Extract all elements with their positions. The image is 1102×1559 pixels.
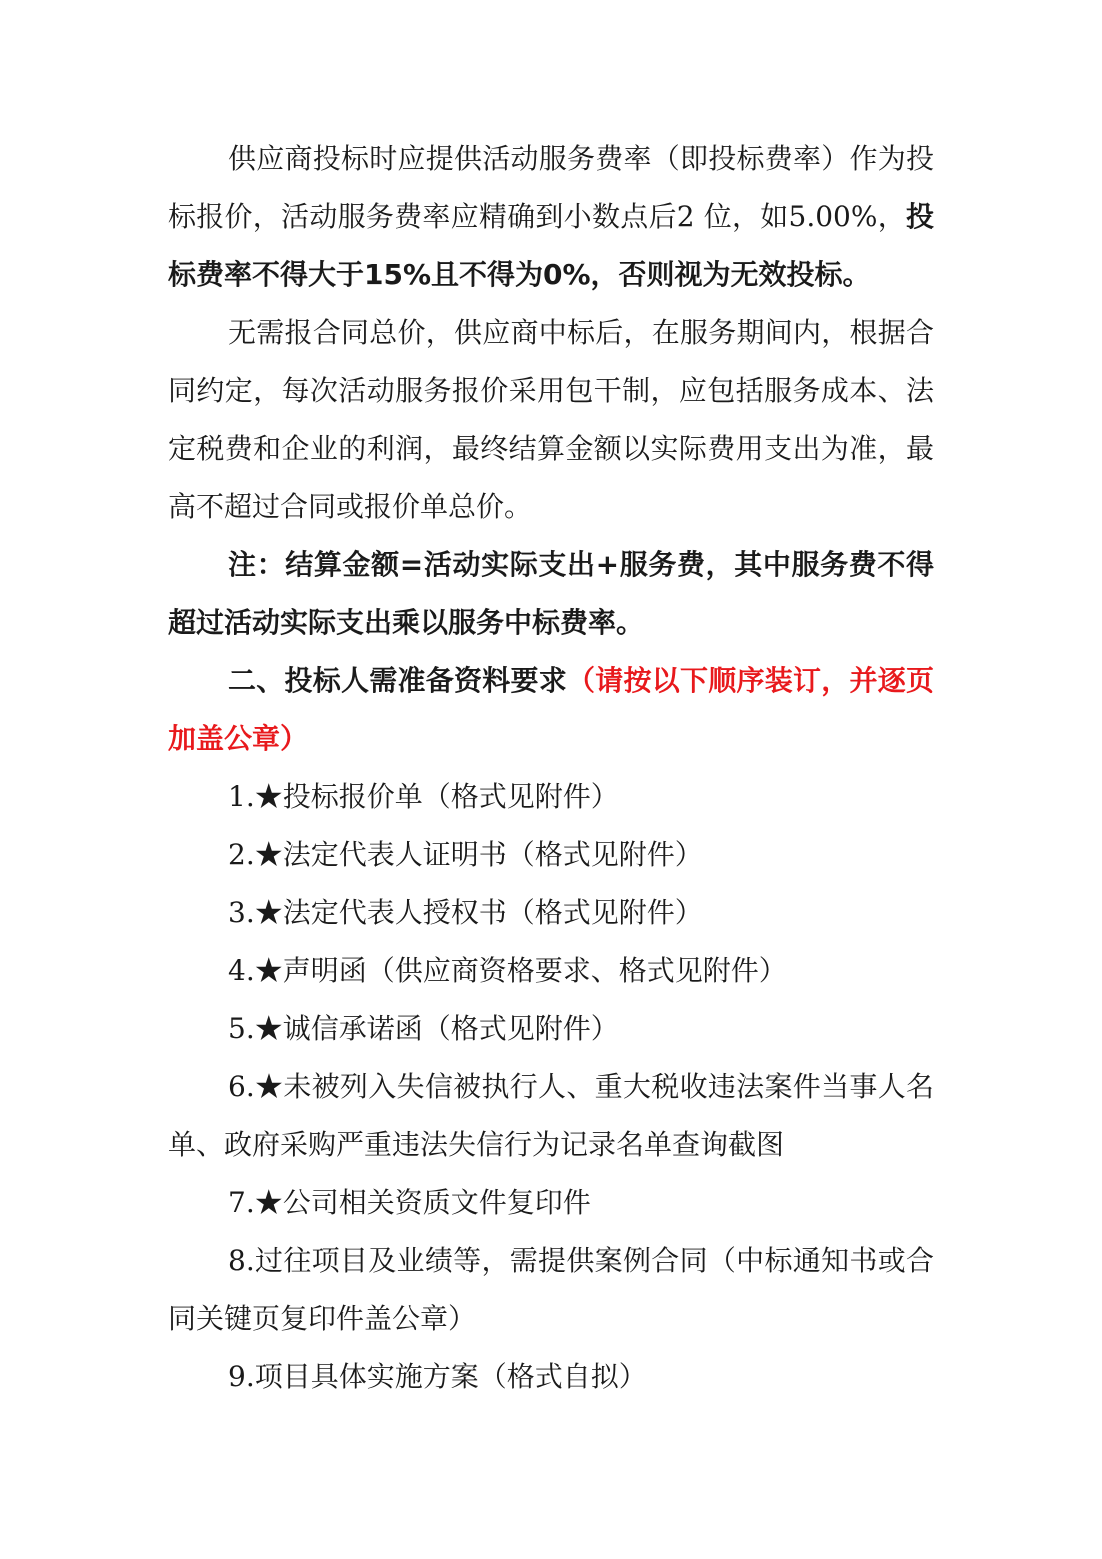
list-item: 1.★投标报价单（格式见附件） xyxy=(228,780,619,813)
bid-rate-warning: 投标费率不得大于15%且不得为0%，否则视为无效投标。 xyxy=(168,200,934,291)
list-item: 6.★未被列入失信被执行人、重大税收违法案件当事人名单、政府采购严重违法失信行为记录名单查询截图 xyxy=(168,1070,934,1161)
list-item: 9.项目具体实施方案（格式自拟） xyxy=(228,1360,647,1393)
list-item: 4.★声明函（供应商资格要求、格式见附件） xyxy=(228,954,787,987)
section-heading-text: 二、投标人需准备资料要求 xyxy=(228,664,567,697)
list-item: 8.过往项目及业绩等，需提供案例合同（中标通知书或合同关键页复印件盖公章） xyxy=(168,1244,934,1335)
paragraph-bid-rate xyxy=(168,130,934,304)
paragraph-settlement-note: 注：结算金额=活动实际支出+服务费，其中服务费不得超过活动实际支出乘以服务中标费率。 xyxy=(168,548,934,639)
list-item: 2.★法定代表人证明书（格式见附件） xyxy=(228,838,703,871)
list-item: 3.★法定代表人授权书（格式见附件） xyxy=(228,896,703,929)
bid-rate-text: 供应商投标时应提供活动服务费率（即投标费率）作为投标报价，活动服务费率应精确到小数点后2 位，如5.00%， xyxy=(168,142,934,233)
paragraph-contract-price: 无需报合同总价，供应商中标后，在服务期间内，根据合同约定，每次活动服务报价采用包干制，应包括服务成本、法定税费和企业的利润，最终结算金额以实际费用支出为准，最高不超过合同或报价单总价。 xyxy=(168,316,934,523)
list-item: 7.★公司相关资质文件复印件 xyxy=(228,1186,591,1219)
section-heading-note: （请按以下顺序装订，并逐页加盖公章） xyxy=(168,664,934,755)
document-page xyxy=(168,130,934,1406)
list-item: 5.★诚信承诺函（格式见附件） xyxy=(228,1012,619,1045)
section-heading xyxy=(168,652,934,768)
